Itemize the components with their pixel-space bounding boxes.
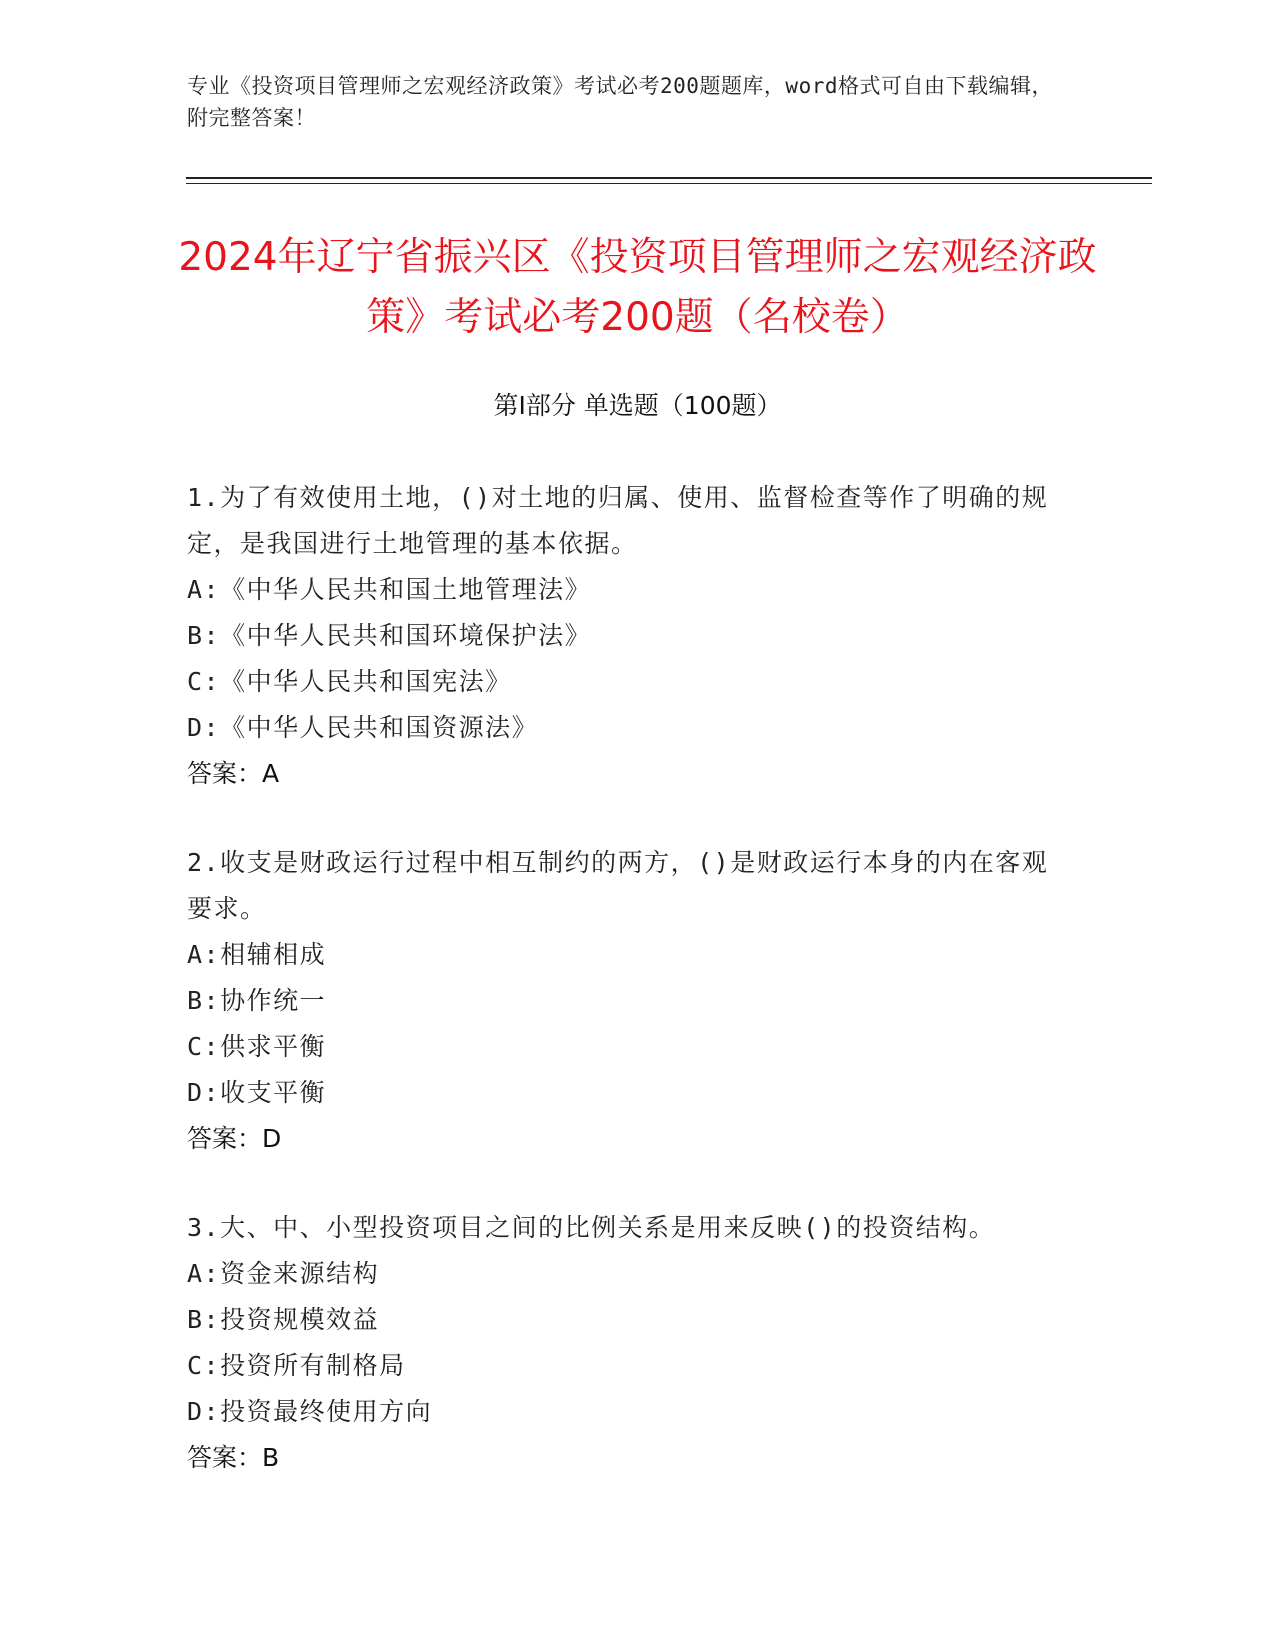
option-a: A:《中华人民共和国土地管理法》 xyxy=(187,575,592,604)
option-b: B:协作统一 xyxy=(187,986,327,1015)
option-d: D:《中华人民共和国资源法》 xyxy=(187,713,539,742)
header-note: 专业《投资项目管理师之宏观经济政策》考试必考200题题库，word格式可自由下载编辑，附完整答案！ xyxy=(187,74,1053,130)
question-stem: 1.为了有效使用土地，()对土地的归属、使用、监督检查等作了明确的规定，是我国进行土地管理的基本依据。 xyxy=(187,483,1049,558)
option-a: A:资金来源结构 xyxy=(187,1259,380,1288)
answer-line: 答案：B xyxy=(187,1443,280,1472)
option-a: A:相辅相成 xyxy=(187,940,327,969)
option-c: C:供求平衡 xyxy=(187,1032,327,1061)
question-stem: 3.大、中、小型投资项目之间的比例关系是用来反映()的投资结构。 xyxy=(187,1213,996,1242)
option-d: D:投资最终使用方向 xyxy=(187,1397,433,1426)
question-1 xyxy=(187,475,1067,797)
option-b: B:《中华人民共和国环境保护法》 xyxy=(187,621,592,650)
option-b: B:投资规模效益 xyxy=(187,1305,380,1334)
option-d: D:收支平衡 xyxy=(187,1078,327,1107)
document-title: 2024年辽宁省振兴区《投资项目管理师之宏观经济政策》考试必考200题（名校卷） xyxy=(178,235,1097,340)
header-rule-thin xyxy=(186,183,1152,184)
answer-line: 答案：D xyxy=(187,1124,282,1153)
question-list xyxy=(187,475,1067,1524)
header-rule-thick xyxy=(186,177,1152,179)
answer-line: 答案：A xyxy=(187,759,280,788)
question-stem: 2.收支是财政运行过程中相互制约的两方，()是财政运行本身的内在客观要求。 xyxy=(187,848,1049,923)
question-3 xyxy=(187,1205,1067,1481)
section-title: 第Ⅰ部分 单选题（100题） xyxy=(493,391,782,420)
option-c: C:《中华人民共和国宪法》 xyxy=(187,667,512,696)
option-c: C:投资所有制格局 xyxy=(187,1351,406,1380)
question-2 xyxy=(187,840,1067,1162)
